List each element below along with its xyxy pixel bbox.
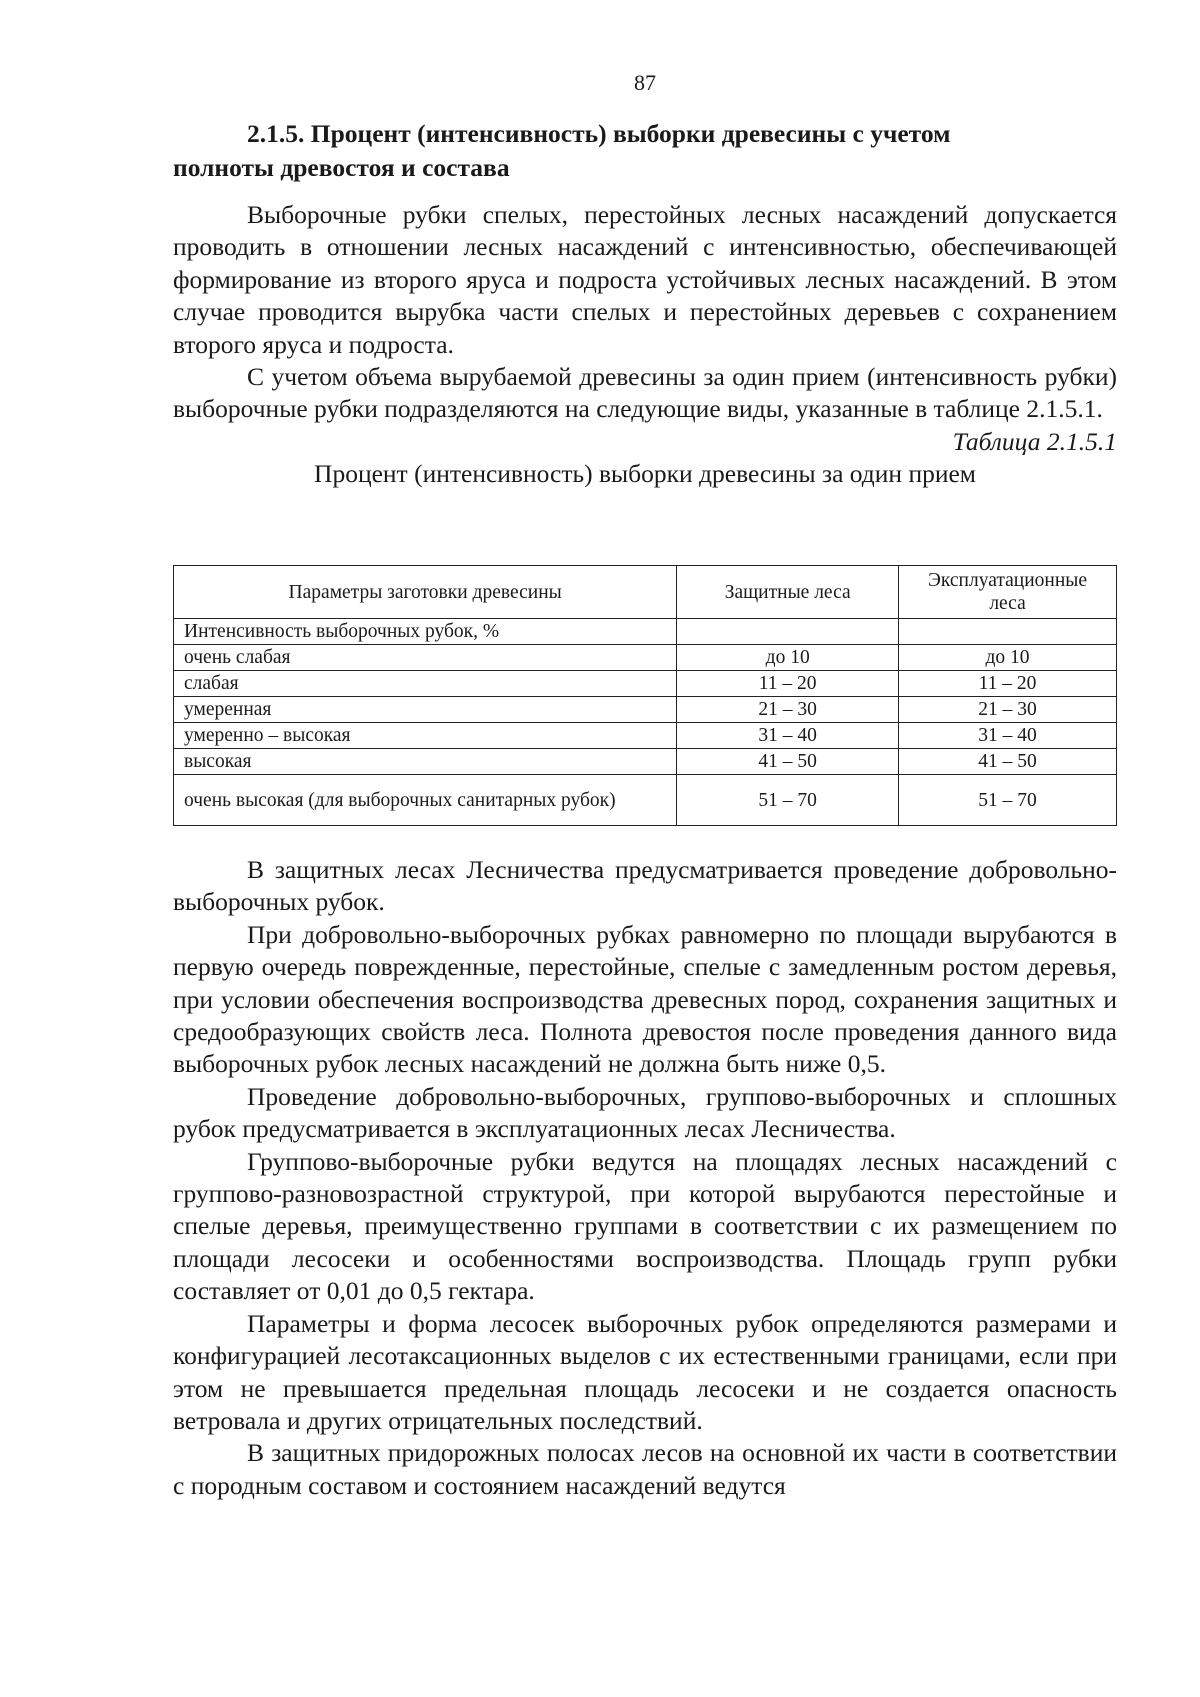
- table-cell: до 10: [899, 645, 1117, 671]
- column-header: Эксплуатационные леса: [899, 566, 1117, 619]
- paragraph: С учетом объема вырубаемой древесины за один прием (интенсивность рубки) выборочные рубки подразделяются на следующие виды, указанные в таблице 2.1.5.1.: [173, 362, 1117, 424]
- table-row: [174, 671, 1117, 697]
- table-header-row: [174, 566, 1117, 619]
- page-number: 87: [634, 70, 656, 95]
- intro-text: [173, 199, 1117, 491]
- intensity-table: [173, 565, 1117, 826]
- table-cell: 11 – 20: [677, 671, 899, 697]
- paragraph: В защитных лесах Лесничества предусматривается проведение добровольно-выборочных рубок.: [173, 855, 1117, 917]
- table-cell: 41 – 50: [677, 749, 899, 775]
- table-cell: Интенсивность выборочных рубок, %: [174, 619, 677, 645]
- table-cell: очень высокая (для выборочных санитарных рубок): [174, 775, 677, 826]
- table-section-row: [174, 619, 1117, 645]
- column-header: Параметры заготовки древесины: [174, 566, 677, 619]
- paragraph: Группово-выборочные рубки ведутся на площадях лесных насаждений с группово-разновозрастной структурой, при которой вырубаются перестойные и спелые деревья, преимущественно группами в соответствии с их размещением по площади лесосеки и особенностями воспроизводства. Площадь групп рубки составляет от 0,01 до 0,5 гектара.: [173, 1146, 1117, 1306]
- paragraph: Параметры и форма лесосек выборочных рубок определяются размерами и конфигурацией лесотаксационных выделов с их естественными границами, если при этом не превышается предельная площадь лесосеки и не создается опасность ветровала и других отрицательных последствий.: [173, 1308, 1117, 1435]
- table-cell: очень слабая: [174, 645, 677, 671]
- table-row: [174, 775, 1117, 826]
- table-row: [174, 697, 1117, 723]
- table-cell: слабая: [174, 671, 677, 697]
- table-cell: 21 – 30: [899, 697, 1117, 723]
- table-cell: высокая: [174, 749, 677, 775]
- section-heading: [173, 117, 1117, 185]
- paragraph: Выборочные рубки спелых, перестойных лесных насаждений допускается проводить в отношении лесных насаждений с интенсивностью, обеспечивающей формирование из второго яруса и подроста устойчивых лесных насаждений. В этом случае проводится вырубка части спелых и перестойных деревьев с сохранением второго яруса и подроста.: [173, 200, 1117, 359]
- section-heading-line-2: полноты древостоя и состава: [173, 153, 510, 182]
- table-cell: 41 – 50: [899, 749, 1117, 775]
- table-cell: [677, 619, 899, 645]
- table-row: [174, 645, 1117, 671]
- table-cell: 51 – 70: [899, 775, 1117, 826]
- table-cell: 11 – 20: [899, 671, 1117, 697]
- table-cell: умеренно – высокая: [174, 723, 677, 749]
- table-cell: 21 – 30: [677, 697, 899, 723]
- table-cell: [899, 619, 1117, 645]
- table-row: [174, 749, 1117, 775]
- paragraph: В защитных придорожных полосах лесов на основной их части в соответствии с породным составом и состоянием насаждений ведутся: [173, 1438, 1117, 1500]
- table-cell: 31 – 40: [677, 723, 899, 749]
- column-header: Защитные леса: [677, 566, 899, 619]
- table-label: Таблица 2.1.5.1: [952, 426, 1117, 456]
- table-title: Процент (интенсивность) выборки древесины за один прием: [314, 459, 976, 489]
- table-row: [174, 723, 1117, 749]
- table-cell: 31 – 40: [899, 723, 1117, 749]
- section-heading-line-1: 2.1.5. Процент (интенсивность) выборки древесины с учетом: [247, 119, 951, 148]
- table-cell: до 10: [677, 645, 899, 671]
- body-text: [173, 854, 1117, 1502]
- paragraph: Проведение добровольно-выборочных, группово-выборочных и сплошных рубок предусматривается в эксплуатационных лесах Лесничества.: [173, 1081, 1117, 1144]
- table-cell: 51 – 70: [677, 775, 899, 826]
- table-cell: умеренная: [174, 697, 677, 723]
- paragraph: При добровольно-выборочных рубках равномерно по площади вырубаются в первую очередь поврежденные, перестойные, спелые с замедленным ростом деревья, при условии обеспечения воспроизводства древесных пород, сохранения защитных и средообразующих свойств леса. Полнота древостоя после проведения данного вида выборочных рубок лесных насаждений не должна быть ниже 0,5.: [173, 919, 1117, 1079]
